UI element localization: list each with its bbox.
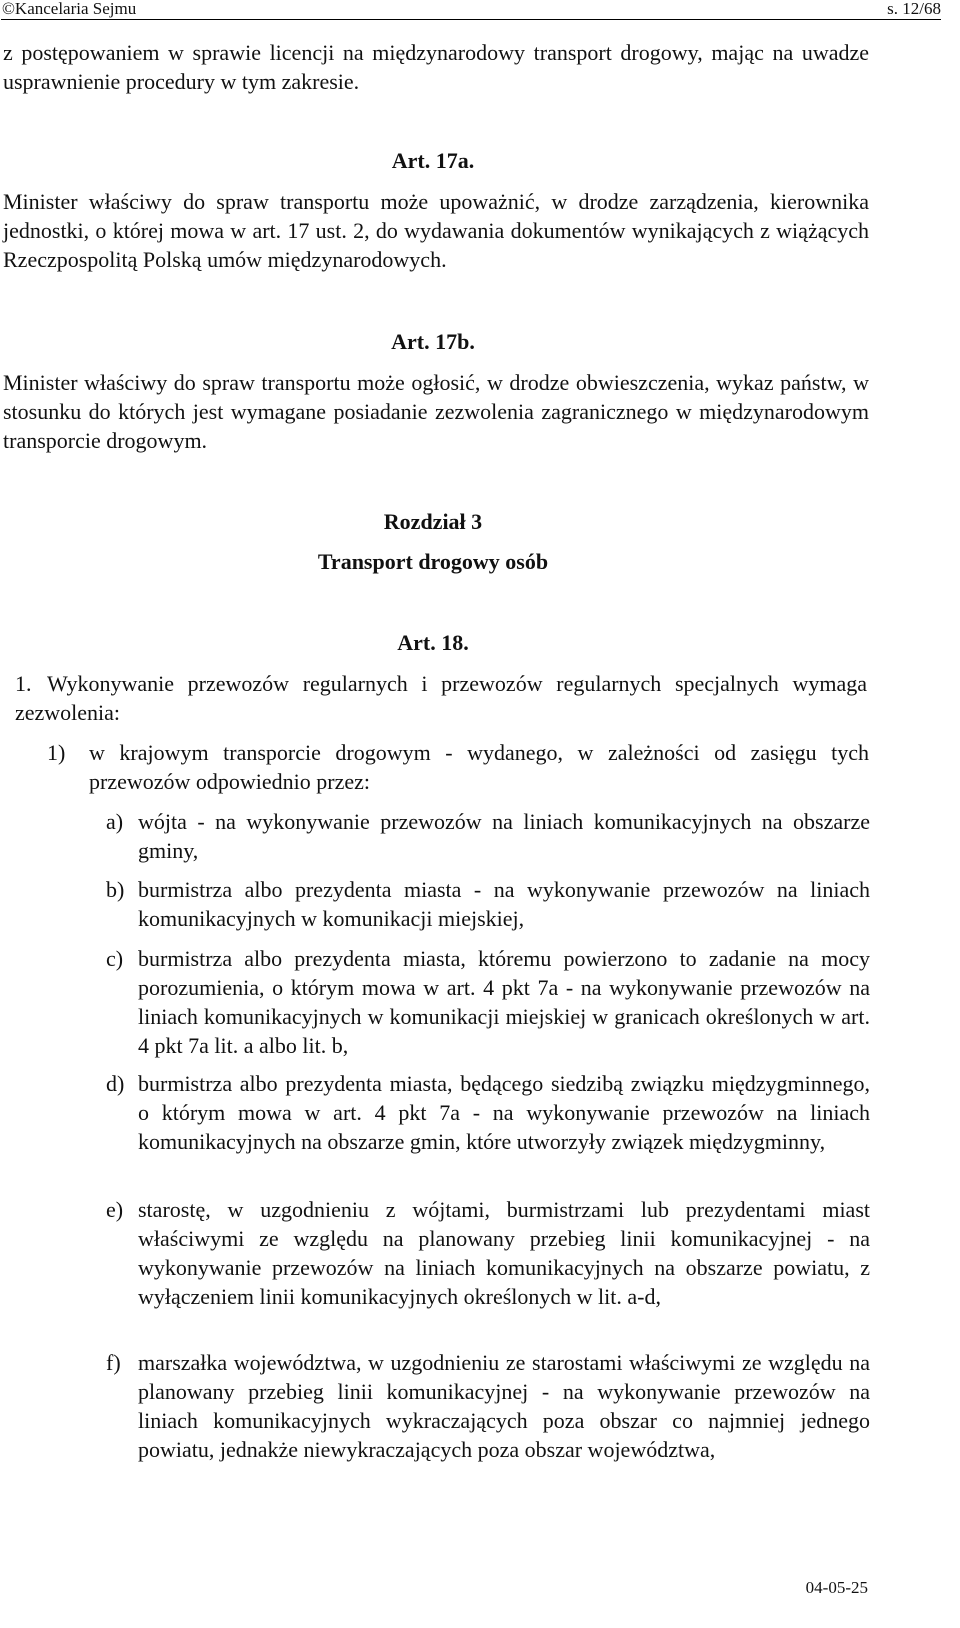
article-17b-title: Art. 17b. [391,329,475,354]
letter-item-e [106,1195,870,1311]
intro-paragraph: z postępowaniem w sprawie licencji na międzynarodowy transport drogowy, mając na uwadze usprawnienie procedury w tym zakresie. [3,40,869,94]
letter-text: burmistrza albo prezydenta miasta - na wykonywanie przewozów na liniach komunikacyjnych w komunikacji miejskiej, [138,877,870,931]
article-17a-text: Minister właściwy do spraw transportu może upoważnić, w drodze zarządzenia, kierownika jednostki, o której mowa w art. 17 ust. 2, do wydawania dokumentów wynikających z wiążących Rzeczpospolitą Polską umów międzynarodowych. [3,189,869,272]
letter-item-c [106,944,870,1060]
letter-text: wójta - na wykonywanie przewozów na liniach komunikacyjnych na obszarze gminy, [138,809,870,863]
letter-item-d [106,1069,870,1156]
letter-label: c) [106,946,124,971]
letter-text: burmistrza albo prezydenta miasta, będącego siedzibą związku międzygminnego, o którym mowa w art. 4 pkt 7a - na wykonywanie przewozów na liniach komunikacyjnych na obszarze gmin, które utworzyły związek międzygminny, [138,1071,870,1154]
footer-date: 04-05-25 [805,1578,868,1597]
chapter-title: Transport drogowy osób [317,549,549,574]
letter-label: f) [106,1350,121,1375]
letter-label: e) [106,1197,124,1222]
header-divider [1,19,941,20]
letter-text: marszałka województwa, w uzgodnieniu ze starostami właściwymi ze względu na planowany przebieg linii komunikacyjnej - na wykonywanie przewozów na liniach komunikacyjnych wykraczających poza obszar co najmniej jednego powiatu, jednakże niewykraczających poza obszar województwa, [138,1350,870,1462]
header-copyright: ©Kancelaria Sejmu [2,0,137,18]
letter-label: a) [106,809,124,834]
letter-label: b) [106,877,125,902]
article-18-paragraph-1 [15,669,867,727]
letter-item-a [106,807,870,865]
point-label: 1) [47,740,66,765]
article-17a-title: Art. 17a. [391,148,475,173]
letter-text: starostę, w uzgodnieniu z wójtami, burmistrzami lub prezydentami miast właściwymi ze względu na planowany przebieg linii komunikacyjnej - na wykonywanie przewozów na liniach komunikacyjnych na obszarze powiatu, z wyłączeniem linii komunikacyjnych określonych w lit. a-d, [138,1197,870,1309]
letter-item-f [106,1348,870,1464]
letter-text: burmistrza albo prezydenta miasta, któremu powierzono to zadanie na mocy porozumienia, o którym mowa w art. 4 pkt 7a - na wykonywanie przewozów na liniach komunikacyjnych w komunikacji miejskiej w granicach określonych w art. 4 pkt 7a lit. a albo lit. b, [138,946,870,1058]
paragraph-text: Wykonywanie przewozów regularnych i przewozów regularnych specjalnych wymaga zezwolenia: [15,671,867,725]
article-18-title: Art. 18. [397,630,469,655]
article-17b-text: Minister właściwy do spraw transportu może ogłosić, w drodze obwieszczenia, wykaz państw, w stosunku do których jest wymagane posiadanie zezwolenia zagranicznego w międzynarodowym transporcie drogowym. [3,370,869,453]
header-page-number: s. 12/68 [887,0,941,18]
letter-item-b [106,875,870,933]
point-1 [47,738,869,796]
paragraph-label: 1. [15,671,32,696]
point-text: w krajowym transporcie drogowym - wydanego, w zależności od zasięgu tych przewozów odpowiednio przez: [89,740,869,794]
letter-label: d) [106,1071,125,1096]
chapter-number: Rozdział 3 [383,509,483,534]
